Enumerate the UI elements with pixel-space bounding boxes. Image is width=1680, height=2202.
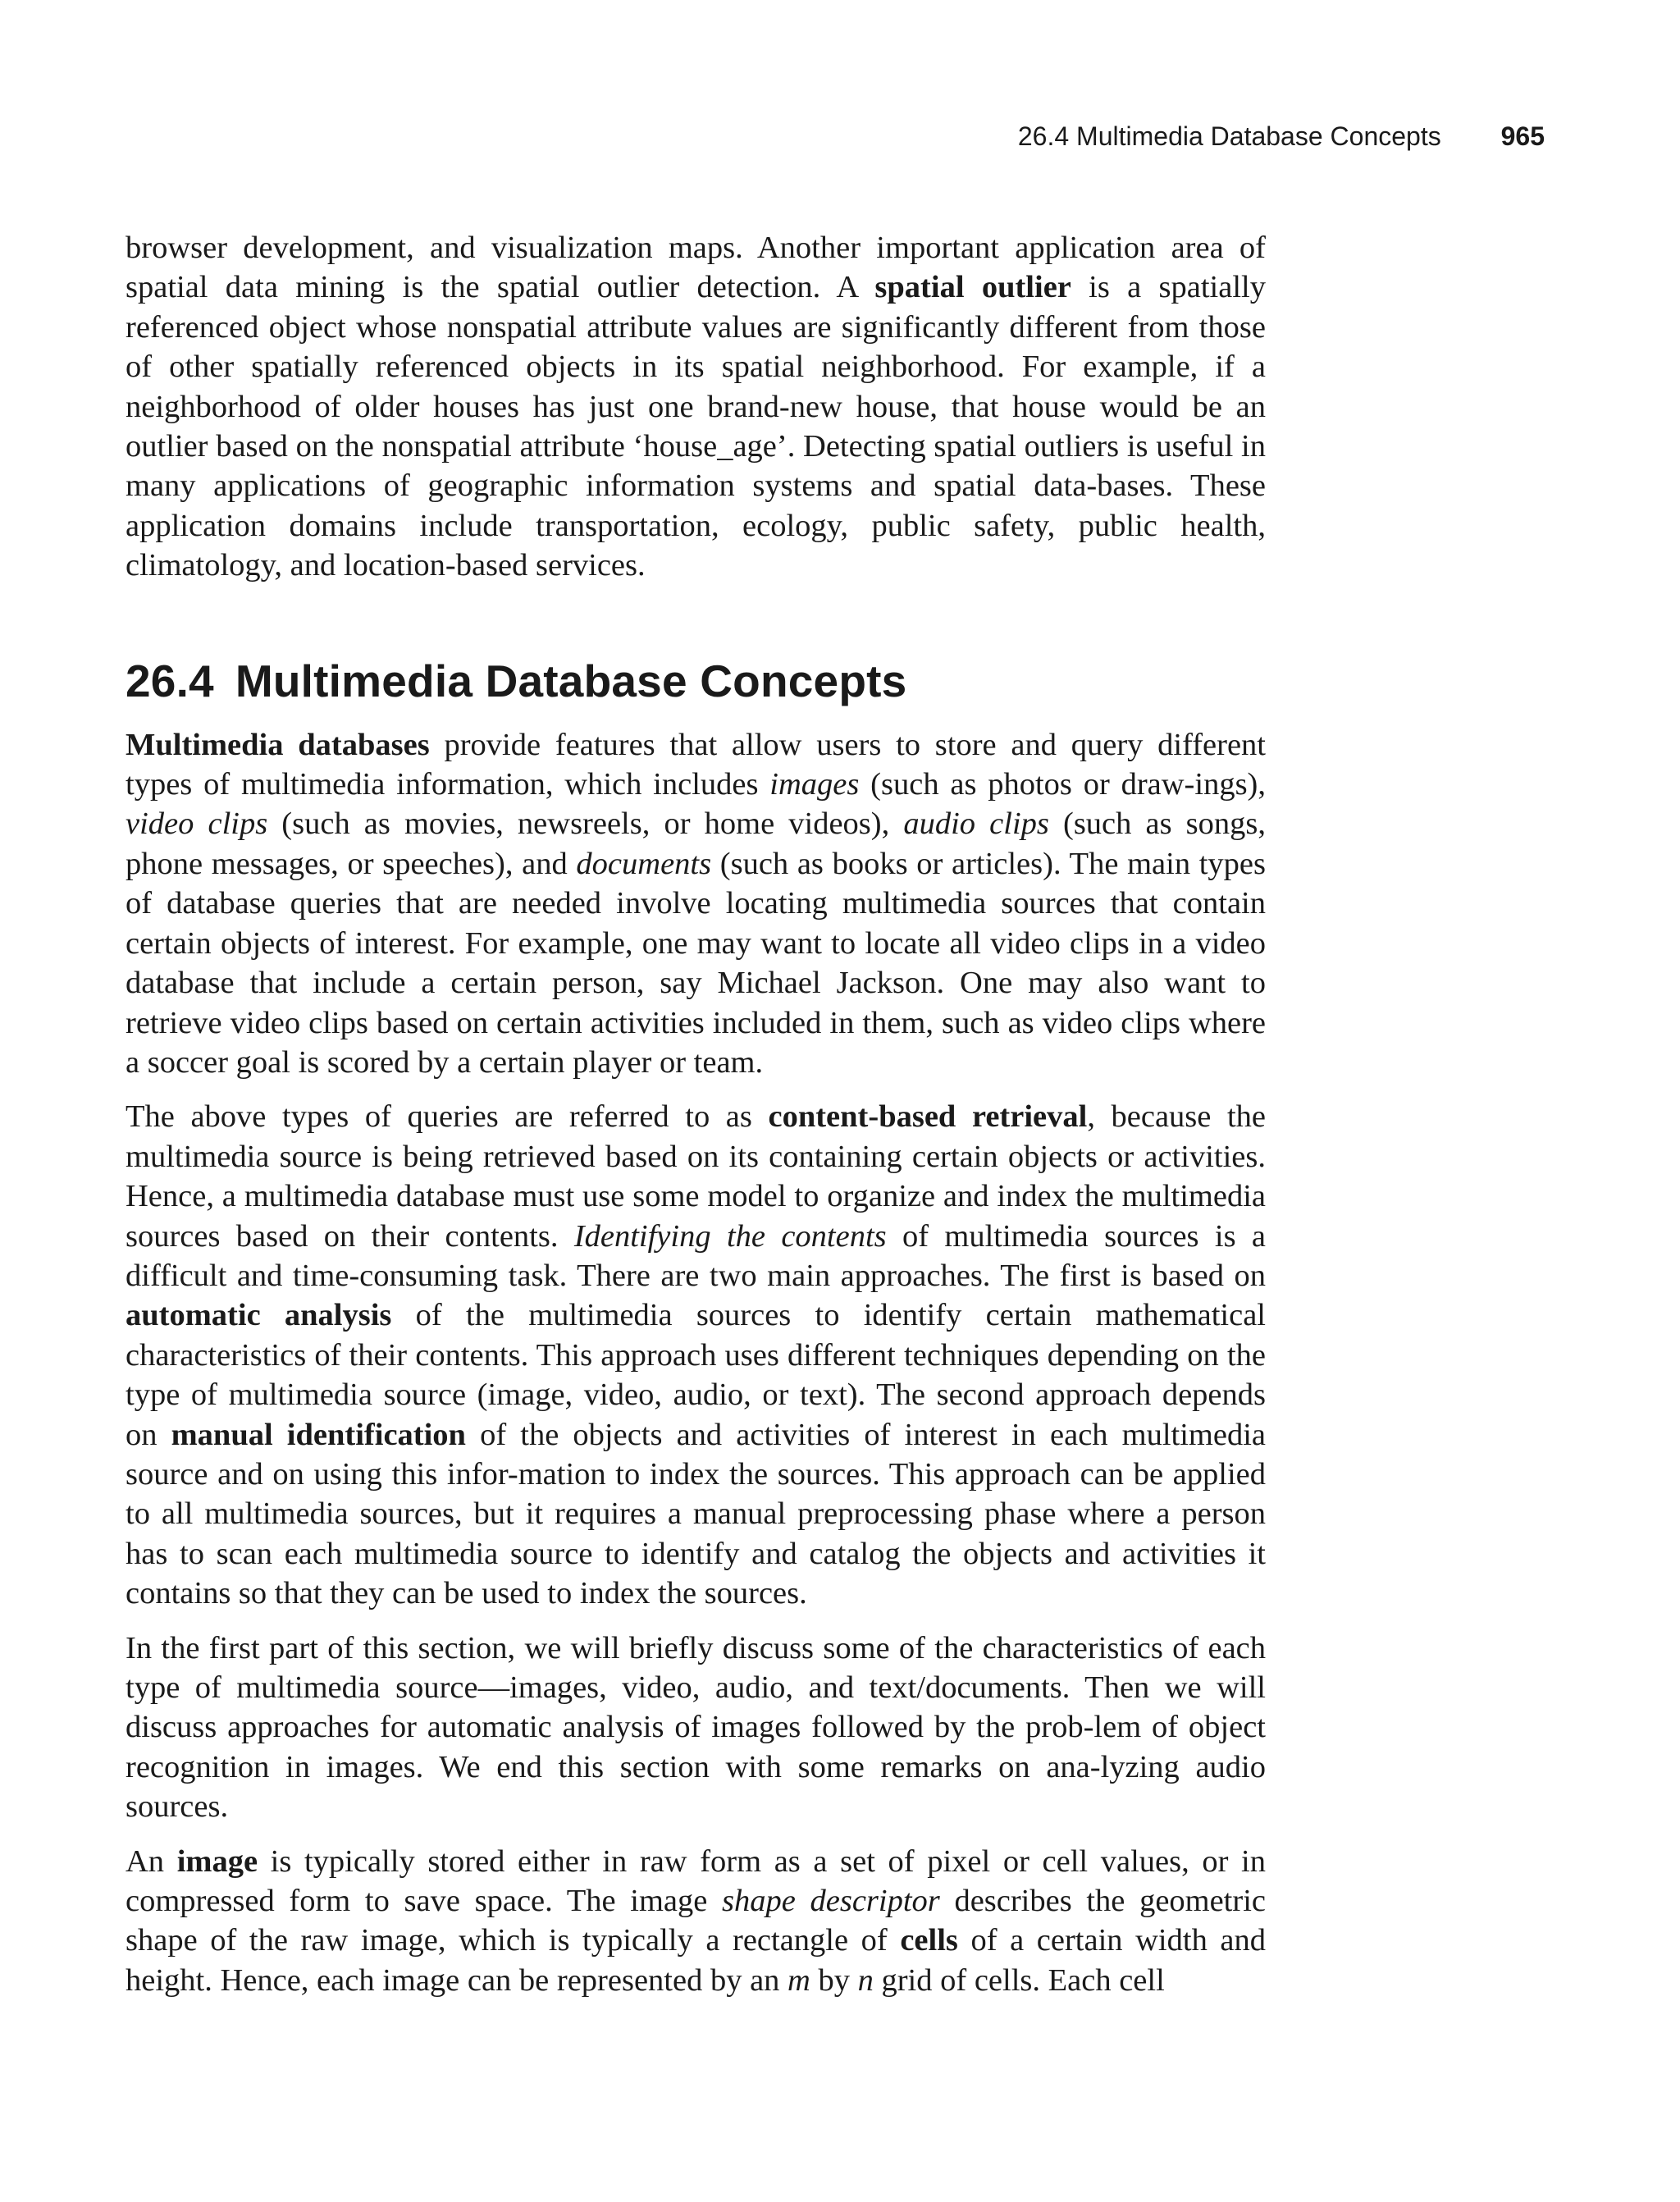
text-run: (such as songs, phone messages, or speeches), and — [126, 806, 1267, 881]
section-title: Multimedia Database Concepts — [235, 655, 907, 706]
page-body — [126, 228, 1266, 2015]
italic-documents: documents — [576, 846, 712, 881]
italic-identifying-contents: Identifying the contents — [573, 1218, 887, 1254]
text-run: provide features that allow users to store and query different types of multimedia information, which includes — [126, 727, 1267, 802]
text-run: grid of cells. Each cell — [873, 1962, 1165, 1998]
term-image: image — [176, 1843, 258, 1879]
running-head-title: 26.4 Multimedia Database Concepts — [1017, 121, 1441, 151]
term-cells: cells — [900, 1923, 958, 1958]
text-run: (such as photos or draw-ings), — [859, 767, 1267, 802]
term-manual-identification: manual identification — [171, 1417, 466, 1452]
running-head — [1018, 120, 1545, 153]
text-run: An — [126, 1843, 177, 1879]
text-run: of multimedia sources is a difficult and time-consuming task. There are two main approaches. The first is based on — [126, 1218, 1266, 1293]
text-run: (such as books or articles). The main types of database queries that are needed involve locating multimedia sources that contain certain objects of interest. For example, one may want to locate all video clips in a video database that include a certain person, say Michael Jackson. One may also want to retrieve video clips based on certain activities included in them, such as video clips where a soccer goal is scored by a certain player or team. — [126, 846, 1267, 1080]
italic-video-clips: video clips — [126, 806, 268, 842]
text-run: of the multimedia sources to identify certain mathematical characteristics of their contents. This approach uses different techniques depending on the type of multimedia source (image, video, audio, or text). The second approach depends on — [126, 1298, 1266, 1452]
italic-shape-descriptor: shape descriptor — [722, 1884, 940, 1919]
paragraph-spatial-outlier — [126, 228, 1266, 586]
page-number: 965 — [1500, 121, 1545, 151]
term-multimedia-databases: Multimedia databases — [126, 727, 430, 762]
paragraph-image — [126, 1842, 1266, 2001]
text-run: by — [810, 1962, 858, 1998]
text-run: The above types of queries are referred to as — [126, 1099, 769, 1135]
term-spatial-outlier: spatial outlier — [874, 270, 1071, 305]
italic-m: m — [788, 1962, 810, 1998]
section-number: 26.4 — [126, 655, 214, 706]
section-heading — [126, 655, 1266, 707]
text-run: of a certain width and height. Hence, each image can be represented by an — [126, 1923, 1266, 1998]
text-run: , because the multimedia source is being retrieved based on its containing certain objects or activities. Hence, a multimedia database must use some model to organize and index the multimedia sources based on their contents. — [126, 1099, 1267, 1254]
text-run: is a spatially referenced object whose nonspatial attribute values are significantly different from those of other spatially referenced objects in its spatial neighborhood. For example, if a neighborhood of older houses has just one brand-new house, that house would be an outlier based on the nonspatial attribute ‘house_age’. Detecting spatial outliers is useful in many applications of geographic information systems and spatial data-bases. These application domains include transportation, ecology, public safety, public health, climatology, and location-based services. — [126, 270, 1266, 583]
italic-images: images — [769, 767, 860, 802]
text-run: browser development, and visualization maps. Another important application area of spatial data mining is the spatial outlier detection. A — [126, 231, 1266, 305]
paragraph-section-overview — [126, 1629, 1266, 1827]
text-run: In the first part of this section, we will briefly discuss some of the characteristics of each type of multimedia source—images, video, audio, and text/documents. Then we will discuss approaches for automatic analysis of images followed by the prob-lem of object recognition in images. We end this section with some remarks on ana-lyzing audio sources. — [126, 1630, 1266, 1825]
term-automatic-analysis: automatic analysis — [126, 1298, 392, 1333]
italic-n: n — [857, 1962, 874, 1998]
paragraph-content-based-retrieval — [126, 1097, 1266, 1613]
paragraph-multimedia-intro — [126, 725, 1266, 1083]
italic-audio-clips: audio clips — [903, 806, 1049, 842]
term-content-based-retrieval: content-based retrieval — [768, 1099, 1088, 1135]
text-run: of the objects and activities of interest in each multimedia source and on using this infor-mation to index the sources. This approach can be applied to all multimedia sources, but it requires a manual preprocessing phase where a person has to scan each multimedia source to identify and catalog the objects and activities it contains so that they can be used to index the sources. — [126, 1417, 1266, 1611]
text-run: (such as movies, newsreels, or home videos), — [267, 806, 904, 842]
text-run: describes the geometric shape of the raw image, which is typically a rectangle of — [126, 1884, 1266, 1958]
text-run: is typically stored either in raw form as a set of pixel or cell values, or in compressed form to save space. The image — [126, 1843, 1266, 1919]
